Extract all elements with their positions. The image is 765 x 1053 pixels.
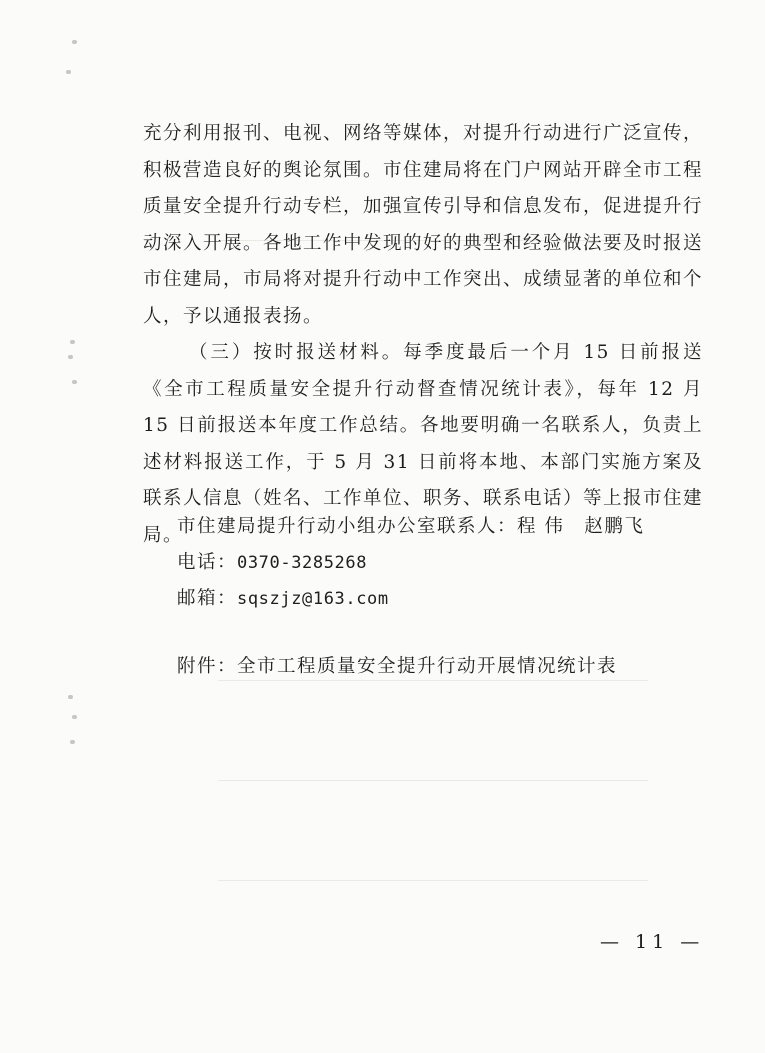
binding-mark <box>68 355 73 359</box>
bleed-through-line <box>218 680 648 681</box>
body-paragraph-section-3: （三）按时报送材料。每季度最后一个月 15 日前报送《全市工程质量安全提升行动督查情况统计表》，每年 12 月 15 日前报送本年度工作总结。各地要明确一名联系人，负责上述材料报送工作，于 5 月 31 日前将本地、本部门实施方案及联系人信息（姓名、工作单位、职务、联系电话）等上报市住建局。 <box>143 342 704 546</box>
bleed-through-line <box>218 780 648 781</box>
attachment-line <box>177 652 617 678</box>
contact-people-line <box>177 512 644 538</box>
email-label: 邮箱： <box>177 588 238 609</box>
contact-people-names: 程 伟 赵鹏飞 <box>517 516 645 537</box>
binding-mark <box>70 740 75 744</box>
bleed-through-line <box>218 880 648 881</box>
binding-mark <box>72 380 77 384</box>
body-paragraph-continuation: 充分利用报刊、电视、网络等媒体，对提升行动进行广泛宣传，积极营造良好的舆论氛围。市住建局将在门户网站开辟全市工程质量安全提升行动专栏，加强宣传引导和信息发布，促进提升行动深入开展。各地工作中发现的好的典型和经验做法要及时报送市住建局，市局将对提升行动中工作突出、成绩显著的单位和个人，予以通报表扬。 <box>143 123 704 327</box>
binding-mark <box>72 40 77 44</box>
binding-mark <box>72 715 77 719</box>
email-address: sqszjz@163.com <box>237 589 389 609</box>
binding-mark <box>66 70 71 74</box>
phone-number: 0370-3285268 <box>237 553 368 573</box>
phone-label: 电话： <box>177 552 238 573</box>
contact-email-line <box>177 584 389 610</box>
contact-people-label: 市住建局提升行动小组办公室联系人： <box>177 516 518 537</box>
binding-mark <box>68 695 73 699</box>
attachment-label: 附件： <box>177 656 238 677</box>
page-number: — 11 — <box>600 931 705 953</box>
contact-phone-line <box>177 548 367 574</box>
binding-mark <box>70 340 75 344</box>
attachment-title: 全市工程质量安全提升行动开展情况统计表 <box>237 656 618 677</box>
